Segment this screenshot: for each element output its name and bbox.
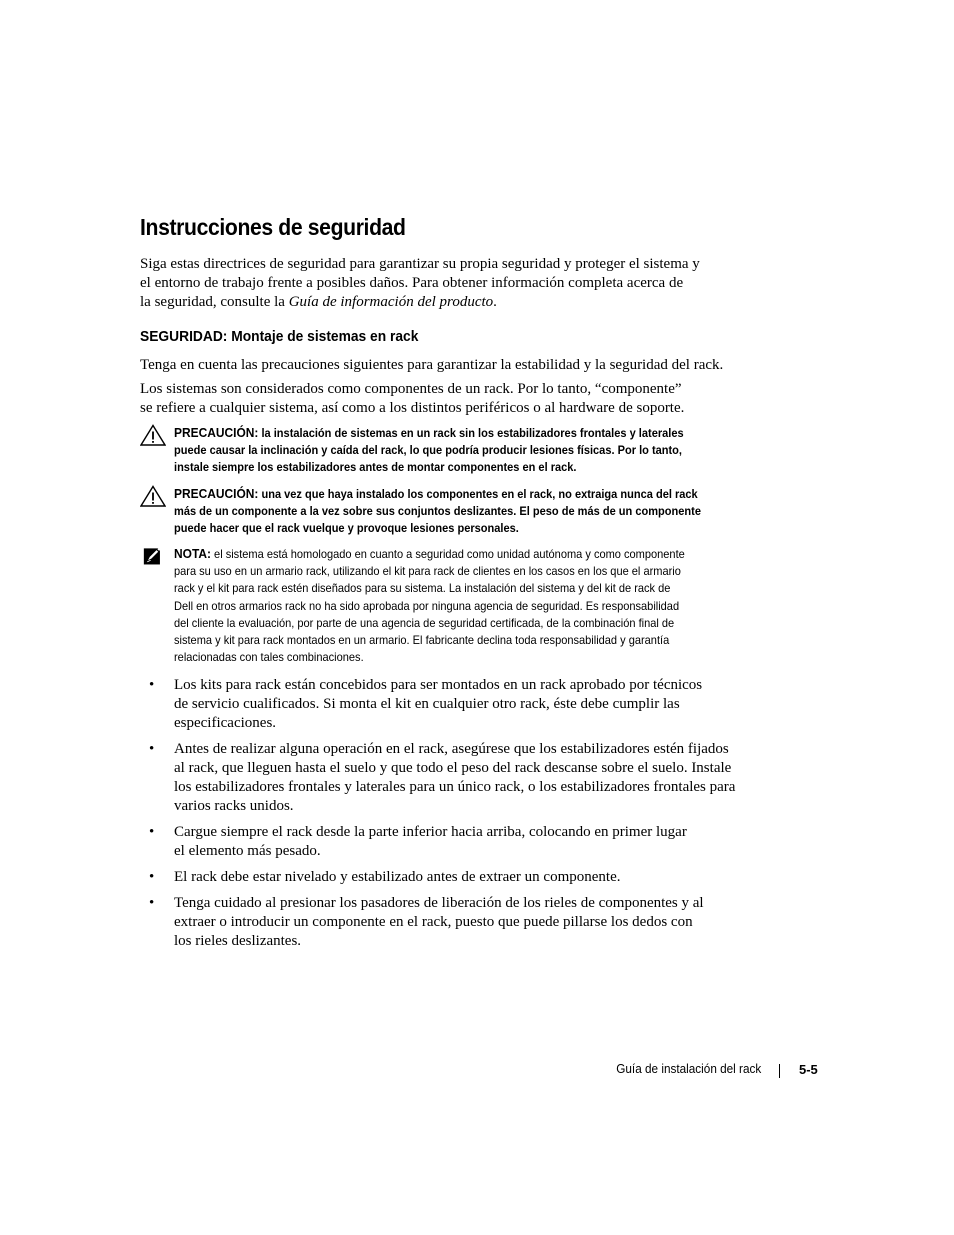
intro-text: . — [493, 294, 497, 310]
paragraph-line: se refiere a cualquier sistema, así como a los distintos periféricos o al hardware de soporte. — [140, 400, 685, 416]
list-item-line: varios racks unidos. — [174, 798, 294, 814]
warning-triangle-icon — [140, 424, 166, 446]
caution-line: más de un componente a la vez sobre sus conjuntos deslizantes. El peso de más de un componente — [174, 504, 701, 519]
note-line: Dell en otros armarios rack no ha sido aprobada por ninguna agencia de seguridad. Es responsabilidad — [174, 598, 680, 613]
caution-line: puede hacer que el rack vuelque y provoque lesiones personales. — [174, 521, 519, 536]
list-item-line: Tenga cuidado al presionar los pasadores de liberación de los rieles de componentes y al — [174, 895, 704, 911]
list-item-line: el elemento más pesado. — [174, 843, 321, 859]
intro-line — [140, 293, 740, 312]
list-item-line: Cargue siempre el rack desde la parte inferior hacia arriba, colocando en primer lugar — [174, 824, 687, 840]
page-number: 5-5 — [799, 1062, 818, 1077]
note-text — [174, 545, 685, 666]
caution-line: la instalación de sistemas en un rack sin los estabilizadores frontales y laterales — [258, 426, 684, 440]
note-line: para su uso en un armario rack, utilizando el kit para rack de clientes en los casos en los que el armario — [174, 564, 681, 579]
caution-line: instale siempre los estabilizadores antes de montar componentes en el rack. — [174, 460, 577, 475]
footer-divider — [779, 1064, 780, 1078]
note-line: relacionadas con tales combinaciones. — [174, 650, 364, 665]
list-item — [140, 823, 780, 861]
footer-title: Guía de instalación del rack — [615, 1062, 761, 1076]
list-item — [140, 740, 780, 816]
section-heading: SEGURIDAD: Montaje de sistemas en rack — [140, 328, 419, 345]
list-item-line: extraer o introducir un componente en el rack, puesto que puede pillarse los dedos con — [174, 914, 693, 930]
bullet-list — [140, 676, 780, 958]
note-line: rack y el kit para rack estén diseñados para su sistema. La instalación del sistema y del kit de rack de — [174, 581, 671, 596]
caution-label: PRECAUCIÓN: — [174, 486, 259, 501]
caution-line: puede causar la inclinación y caída del rack, lo que podría producir lesiones físicas. Por lo tanto, — [174, 443, 682, 458]
paragraph-line: Los sistemas son considerados como componentes de un rack. Por lo tanto, “componente” — [140, 381, 682, 397]
list-item — [140, 894, 780, 951]
note-line: del cliente la evaluación, por parte de una agencia de seguridad certificada, de la combinación final de — [174, 615, 675, 630]
paragraph — [140, 380, 684, 418]
note-line: sistema y kit para rack montados en un armario. El fabricante declina toda responsabilidad y garantía — [174, 633, 670, 648]
warning-triangle-icon — [140, 485, 166, 507]
intro-text: la seguridad, consulte la — [140, 294, 289, 310]
bullet-marker: • — [149, 869, 155, 885]
page-title: Instrucciones de seguridad — [140, 214, 406, 240]
list-item-line: Antes de realizar alguna operación en el rack, asegúrese que los estabilizadores estén fijados — [174, 741, 729, 757]
list-item-line: al rack, que lleguen hasta el suelo y que todo el peso del rack descanse sobre el suelo. Instale — [174, 760, 732, 776]
list-item — [140, 676, 780, 733]
list-item-line: especificaciones. — [174, 715, 277, 731]
list-item-line: los estabilizadores frontales y laterales para un único rack, o los estabilizadores frontales para — [174, 779, 736, 795]
list-item-line: de servicio cualificados. Si monta el kit en cualquier otro rack, éste debe cumplir las — [174, 696, 680, 712]
note-line: el sistema está homologado en cuanto a seguridad como unidad autónoma y como componente — [210, 547, 685, 561]
list-item-line: Los kits para rack están concebidos para ser montados en un rack aprobado por técnicos — [174, 677, 703, 693]
note-pencil-icon — [143, 545, 165, 567]
page-footer — [0, 1062, 954, 1082]
list-item — [140, 868, 780, 887]
list-item-line: El rack debe estar nivelado y estabilizado antes de extraer un componente. — [174, 869, 621, 885]
paragraph: Tenga en cuenta las precauciones siguientes para garantizar la estabilidad y la seguridad del rack. — [140, 357, 724, 373]
bullet-marker: • — [149, 741, 155, 757]
bullet-marker: • — [149, 895, 155, 911]
intro-line: Siga estas directrices de seguridad para garantizar su propia seguridad y proteger el sistema y — [140, 256, 700, 272]
caution-line: una vez que haya instalado los componentes en el rack, no extraiga nunca del rack — [258, 487, 698, 501]
caution-label: PRECAUCIÓN: — [174, 425, 259, 440]
list-item-line: los rieles deslizantes. — [174, 933, 302, 949]
caution-text — [174, 485, 701, 538]
bullet-marker: • — [149, 677, 155, 693]
bullet-marker: • — [149, 824, 155, 840]
product-guide-title: Guía de información del producto — [288, 294, 494, 310]
intro-paragraph — [140, 255, 740, 312]
caution-text — [174, 424, 684, 477]
intro-line: el entorno de trabajo frente a posibles daños. Para obtener información completa acerca de — [140, 275, 684, 291]
note-label: NOTA: — [174, 546, 211, 561]
